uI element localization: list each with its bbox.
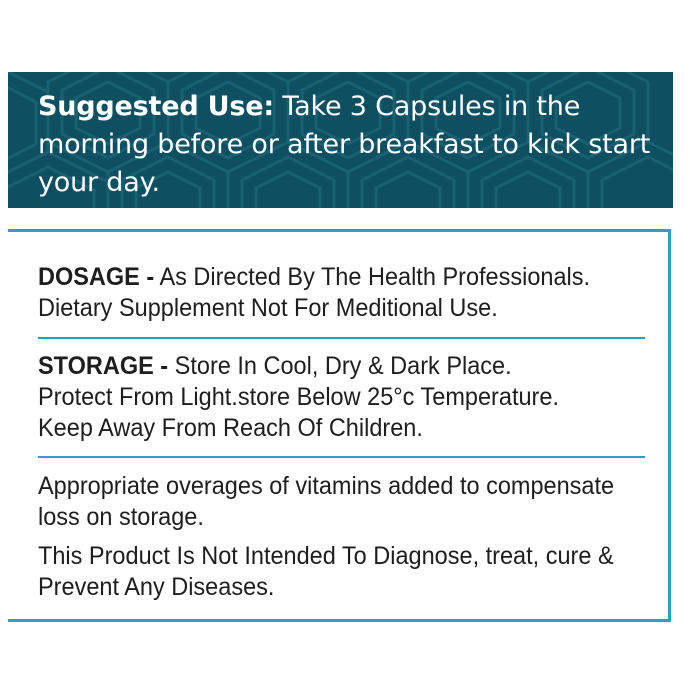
section-divider [38,456,645,458]
dosage-section [38,262,616,324]
suggested-use-instructions: Take 3 Capsules in the morning before or after breakfast to kick start your day. [38,91,651,198]
suggested-use-banner [8,72,673,208]
dosage-line-2: Dietary Supplement Not For Meditional Use. [38,294,498,322]
overages-note: Appropriate overages of vitamins added to compensate loss on storage. [38,472,615,531]
suggested-use-label: Suggested Use: [38,91,274,122]
storage-label: STORAGE - [38,352,169,380]
product-info-panel [8,229,671,622]
dosage-line-1: As Directed By The Health Professionals. [154,263,591,291]
storage-line-1: Store In Cool, Dry & Dark Place. [168,352,512,380]
storage-line-3: Keep Away From Reach Of Children. [38,414,423,442]
suggested-use-text [38,88,658,202]
disclaimer-note: This Product Is Not Intended To Diagnose, treat, cure & Prevent Any Diseases. [38,542,614,601]
dosage-label: DOSAGE - [38,263,155,291]
storage-section [38,351,616,444]
storage-line-2: Protect From Light.store Below 25°c Temperature. [38,383,559,411]
section-divider [38,337,645,339]
